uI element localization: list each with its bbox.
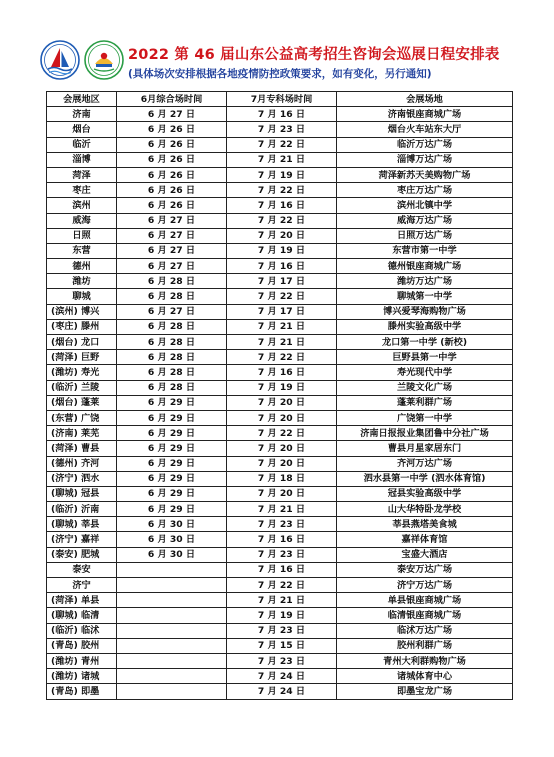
- july-date-cell: 7 月 23 日: [227, 623, 337, 638]
- venue-cell: 滨州北镇中学: [337, 198, 513, 213]
- june-date-cell: 6 月 28 日: [117, 335, 227, 350]
- venue-cell: 烟台火车站东大厅: [337, 122, 513, 137]
- region-cell: (菏泽) 曹县: [47, 441, 117, 456]
- june-date-cell: 6 月 28 日: [117, 289, 227, 304]
- june-date-cell: 6 月 26 日: [117, 152, 227, 167]
- region-cell: 济南: [47, 107, 117, 122]
- july-date-cell: 7 月 19 日: [227, 243, 337, 258]
- region-cell: (烟台) 龙口: [47, 335, 117, 350]
- venue-cell: 嘉祥体育馆: [337, 532, 513, 547]
- sailboat-logo-icon: [40, 40, 80, 80]
- july-date-cell: 7 月 20 日: [227, 395, 337, 410]
- june-date-cell: [117, 578, 227, 593]
- region-cell: (滨州) 博兴: [47, 304, 117, 319]
- venue-cell: 寿光现代中学: [337, 365, 513, 380]
- region-cell: 菏泽: [47, 167, 117, 182]
- july-date-cell: 7 月 23 日: [227, 653, 337, 668]
- table-row: [47, 441, 513, 456]
- table-row: [47, 669, 513, 684]
- table-row: [47, 350, 513, 365]
- header-region: 会展地区: [47, 92, 117, 107]
- table-row: [47, 152, 513, 167]
- table-row: [47, 243, 513, 258]
- table-row: [47, 395, 513, 410]
- table-row: [47, 502, 513, 517]
- june-date-cell: 6 月 26 日: [117, 137, 227, 152]
- region-cell: (青岛) 即墨: [47, 684, 117, 699]
- table-row: [47, 304, 513, 319]
- june-date-cell: [117, 684, 227, 699]
- venue-cell: 齐河万达广场: [337, 456, 513, 471]
- region-cell: (枣庄) 滕州: [47, 319, 117, 334]
- july-date-cell: 7 月 15 日: [227, 638, 337, 653]
- venue-cell: 泗水县第一中学 (泗水体育馆): [337, 471, 513, 486]
- table-row: [47, 122, 513, 137]
- june-date-cell: 6 月 27 日: [117, 228, 227, 243]
- june-date-cell: 6 月 26 日: [117, 183, 227, 198]
- venue-cell: 山大华特卧龙学校: [337, 502, 513, 517]
- june-date-cell: 6 月 29 日: [117, 456, 227, 471]
- region-cell: (东营) 广饶: [47, 410, 117, 425]
- july-date-cell: 7 月 22 日: [227, 289, 337, 304]
- july-date-cell: 7 月 17 日: [227, 274, 337, 289]
- region-cell: (临沂) 临沭: [47, 623, 117, 638]
- table-row: [47, 456, 513, 471]
- june-date-cell: [117, 562, 227, 577]
- july-date-cell: 7 月 21 日: [227, 502, 337, 517]
- july-date-cell: 7 月 16 日: [227, 562, 337, 577]
- venue-cell: 临沭万达广场: [337, 623, 513, 638]
- june-date-cell: 6 月 27 日: [117, 259, 227, 274]
- table-row: [47, 623, 513, 638]
- venue-cell: 菏泽新苏天美购物广场: [337, 167, 513, 182]
- june-date-cell: 6 月 29 日: [117, 426, 227, 441]
- region-cell: (烟台) 蓬莱: [47, 395, 117, 410]
- table-row: [47, 213, 513, 228]
- header-july-date: 7月专科场时间: [227, 92, 337, 107]
- table-row: [47, 517, 513, 532]
- venue-cell: 蓬莱利群广场: [337, 395, 513, 410]
- venue-cell: 济宁万达广场: [337, 578, 513, 593]
- region-cell: 日照: [47, 228, 117, 243]
- june-date-cell: 6 月 27 日: [117, 107, 227, 122]
- june-date-cell: 6 月 27 日: [117, 213, 227, 228]
- region-cell: 枣庄: [47, 183, 117, 198]
- page-header: [0, 0, 554, 90]
- table-row: [47, 532, 513, 547]
- venue-cell: 聊城第一中学: [337, 289, 513, 304]
- june-date-cell: 6 月 28 日: [117, 380, 227, 395]
- region-cell: (济宁) 嘉祥: [47, 532, 117, 547]
- table-row: [47, 547, 513, 562]
- region-cell: 泰安: [47, 562, 117, 577]
- page-title: 2022 第 46 届山东公益高考招生咨询会巡展日程安排表: [128, 47, 500, 63]
- july-date-cell: 7 月 19 日: [227, 380, 337, 395]
- table-row: [47, 289, 513, 304]
- region-cell: (潍坊) 诸城: [47, 669, 117, 684]
- table-row: [47, 167, 513, 182]
- july-date-cell: 7 月 22 日: [227, 213, 337, 228]
- july-date-cell: 7 月 24 日: [227, 684, 337, 699]
- venue-cell: 枣庄万达广场: [337, 183, 513, 198]
- venue-cell: 青州大利群购物广场: [337, 653, 513, 668]
- june-date-cell: [117, 653, 227, 668]
- june-date-cell: 6 月 27 日: [117, 304, 227, 319]
- table-row: [47, 562, 513, 577]
- june-date-cell: 6 月 28 日: [117, 319, 227, 334]
- region-cell: 烟台: [47, 122, 117, 137]
- july-date-cell: 7 月 20 日: [227, 228, 337, 243]
- table-row: [47, 107, 513, 122]
- july-date-cell: 7 月 23 日: [227, 517, 337, 532]
- june-date-cell: 6 月 27 日: [117, 243, 227, 258]
- region-cell: (临沂) 兰陵: [47, 380, 117, 395]
- table-row: [47, 365, 513, 380]
- june-date-cell: 6 月 26 日: [117, 167, 227, 182]
- july-date-cell: 7 月 22 日: [227, 350, 337, 365]
- emblem-logo-icon: [84, 40, 124, 80]
- july-date-cell: 7 月 23 日: [227, 122, 337, 137]
- region-cell: (济南) 莱芜: [47, 426, 117, 441]
- july-date-cell: 7 月 20 日: [227, 486, 337, 501]
- region-cell: 聊城: [47, 289, 117, 304]
- table-row: [47, 608, 513, 623]
- venue-cell: 淄博万达广场: [337, 152, 513, 167]
- region-cell: 潍坊: [47, 274, 117, 289]
- region-cell: (潍坊) 青州: [47, 653, 117, 668]
- table-row: [47, 471, 513, 486]
- july-date-cell: 7 月 20 日: [227, 441, 337, 456]
- region-cell: (泰安) 肥城: [47, 547, 117, 562]
- june-date-cell: 6 月 29 日: [117, 441, 227, 456]
- june-date-cell: 6 月 30 日: [117, 547, 227, 562]
- venue-cell: 潍坊万达广场: [337, 274, 513, 289]
- region-cell: (聊城) 临清: [47, 608, 117, 623]
- table-row: [47, 638, 513, 653]
- region-cell: 临沂: [47, 137, 117, 152]
- table-row: [47, 578, 513, 593]
- venue-cell: 泰安万达广场: [337, 562, 513, 577]
- venue-cell: 龙口第一中学 (新校): [337, 335, 513, 350]
- table-row: [47, 486, 513, 501]
- schedule-table: [46, 91, 513, 700]
- region-cell: (菏泽) 单县: [47, 593, 117, 608]
- june-date-cell: [117, 638, 227, 653]
- table-header-row: [47, 92, 513, 107]
- region-cell: 淄博: [47, 152, 117, 167]
- july-date-cell: 7 月 20 日: [227, 456, 337, 471]
- venue-cell: 博兴爱琴海购物广场: [337, 304, 513, 319]
- june-date-cell: [117, 593, 227, 608]
- june-date-cell: 6 月 29 日: [117, 395, 227, 410]
- venue-cell: 滕州实验高级中学: [337, 319, 513, 334]
- june-date-cell: 6 月 26 日: [117, 198, 227, 213]
- july-date-cell: 7 月 21 日: [227, 593, 337, 608]
- region-cell: 济宁: [47, 578, 117, 593]
- july-date-cell: 7 月 21 日: [227, 152, 337, 167]
- june-date-cell: 6 月 29 日: [117, 502, 227, 517]
- june-date-cell: [117, 669, 227, 684]
- june-date-cell: 6 月 29 日: [117, 486, 227, 501]
- july-date-cell: 7 月 19 日: [227, 167, 337, 182]
- region-cell: 威海: [47, 213, 117, 228]
- table-row: [47, 319, 513, 334]
- venue-cell: 德州银座商城广场: [337, 259, 513, 274]
- july-date-cell: 7 月 23 日: [227, 547, 337, 562]
- table-row: [47, 335, 513, 350]
- region-cell: 德州: [47, 259, 117, 274]
- venue-cell: 宝盛大酒店: [337, 547, 513, 562]
- july-date-cell: 7 月 21 日: [227, 335, 337, 350]
- july-date-cell: 7 月 19 日: [227, 608, 337, 623]
- venue-cell: 兰陵文化广场: [337, 380, 513, 395]
- july-date-cell: 7 月 16 日: [227, 259, 337, 274]
- july-date-cell: 7 月 18 日: [227, 471, 337, 486]
- july-date-cell: 7 月 22 日: [227, 183, 337, 198]
- table-row: [47, 380, 513, 395]
- region-cell: (菏泽) 巨野: [47, 350, 117, 365]
- june-date-cell: 6 月 30 日: [117, 517, 227, 532]
- venue-cell: 巨野县第一中学: [337, 350, 513, 365]
- june-date-cell: [117, 623, 227, 638]
- june-date-cell: [117, 608, 227, 623]
- table-row: [47, 410, 513, 425]
- venue-cell: 胶州利群广场: [337, 638, 513, 653]
- venue-cell: 冠县实验高级中学: [337, 486, 513, 501]
- region-cell: (青岛) 胶州: [47, 638, 117, 653]
- venue-cell: 临沂万达广场: [337, 137, 513, 152]
- schedule-rows: [47, 107, 513, 699]
- july-date-cell: 7 月 22 日: [227, 578, 337, 593]
- venue-cell: 诸城体育中心: [337, 669, 513, 684]
- july-date-cell: 7 月 16 日: [227, 107, 337, 122]
- june-date-cell: 6 月 29 日: [117, 471, 227, 486]
- june-date-cell: 6 月 28 日: [117, 365, 227, 380]
- venue-cell: 日照万达广场: [337, 228, 513, 243]
- june-date-cell: 6 月 30 日: [117, 532, 227, 547]
- venue-cell: 广饶第一中学: [337, 410, 513, 425]
- region-cell: (潍坊) 寿光: [47, 365, 117, 380]
- venue-cell: 莘县燕塔美食城: [337, 517, 513, 532]
- venue-cell: 即墨宝龙广场: [337, 684, 513, 699]
- july-date-cell: 7 月 17 日: [227, 304, 337, 319]
- july-date-cell: 7 月 16 日: [227, 198, 337, 213]
- july-date-cell: 7 月 16 日: [227, 532, 337, 547]
- venue-cell: 济南日报报业集团鲁中分社广场: [337, 426, 513, 441]
- region-cell: (聊城) 冠县: [47, 486, 117, 501]
- venue-cell: 济南银座商城广场: [337, 107, 513, 122]
- july-date-cell: 7 月 24 日: [227, 669, 337, 684]
- region-cell: (临沂) 沂南: [47, 502, 117, 517]
- page-subtitle: (具体场次安排根据各地疫情防控政策要求，如有变化，另行通知): [128, 68, 432, 80]
- july-date-cell: 7 月 20 日: [227, 410, 337, 425]
- july-date-cell: 7 月 22 日: [227, 137, 337, 152]
- region-cell: 东营: [47, 243, 117, 258]
- header-june-date: 6月综合场时间: [117, 92, 227, 107]
- region-cell: (聊城) 莘县: [47, 517, 117, 532]
- table-row: [47, 684, 513, 699]
- june-date-cell: 6 月 26 日: [117, 122, 227, 137]
- venue-cell: 东营市第一中学: [337, 243, 513, 258]
- june-date-cell: 6 月 29 日: [117, 410, 227, 425]
- table-row: [47, 259, 513, 274]
- table-row: [47, 426, 513, 441]
- table-row: [47, 653, 513, 668]
- venue-cell: 曹县月星家居东门: [337, 441, 513, 456]
- region-cell: (德州) 齐河: [47, 456, 117, 471]
- venue-cell: 临清银座商城广场: [337, 608, 513, 623]
- july-date-cell: 7 月 22 日: [227, 426, 337, 441]
- header-venue: 会展场地: [337, 92, 513, 107]
- table-row: [47, 198, 513, 213]
- june-date-cell: 6 月 28 日: [117, 274, 227, 289]
- venue-cell: 威海万达广场: [337, 213, 513, 228]
- table-row: [47, 593, 513, 608]
- region-cell: 滨州: [47, 198, 117, 213]
- july-date-cell: 7 月 21 日: [227, 319, 337, 334]
- table-row: [47, 137, 513, 152]
- june-date-cell: 6 月 28 日: [117, 350, 227, 365]
- venue-cell: 单县银座商城广场: [337, 593, 513, 608]
- table-row: [47, 274, 513, 289]
- table-row: [47, 183, 513, 198]
- table-row: [47, 228, 513, 243]
- july-date-cell: 7 月 16 日: [227, 365, 337, 380]
- region-cell: (济宁) 泗水: [47, 471, 117, 486]
